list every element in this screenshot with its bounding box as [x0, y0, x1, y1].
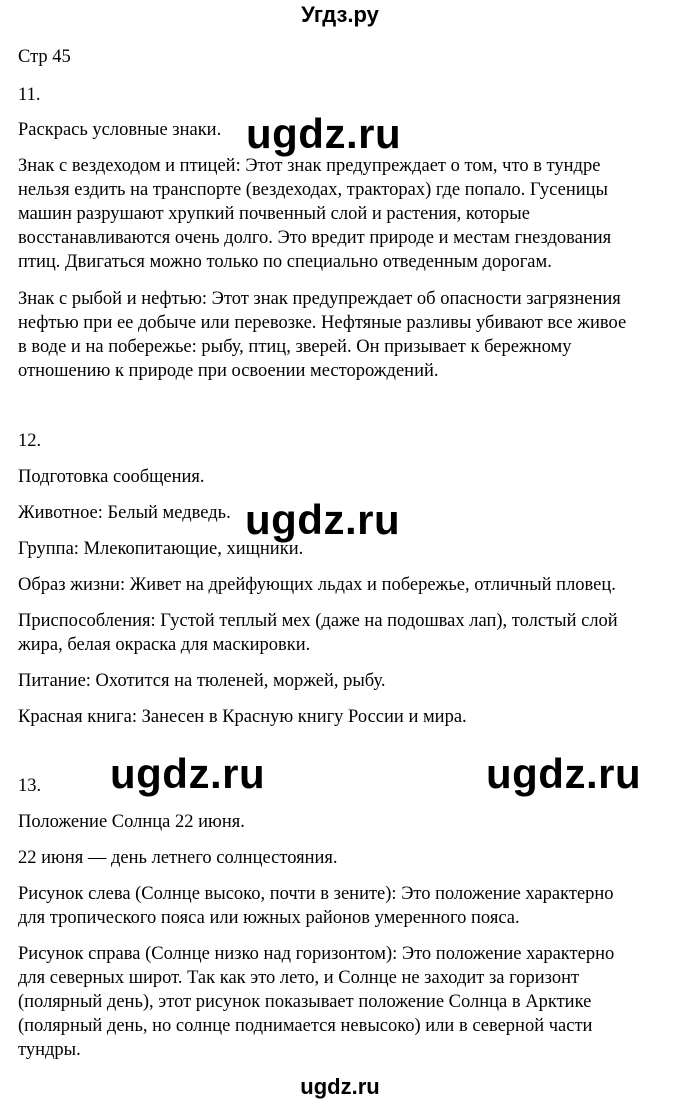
task-13-right-picture-line: Рисунок справа (Солнце низко над горизонтом): Это положение характерно [18, 944, 615, 964]
task-13-title: Положение Солнца 22 июня. [18, 812, 245, 832]
task-12-adaptations-line: жира, белая окраска для маскировки. [18, 635, 311, 655]
task-13-left-picture-line: для тропического пояса или южных районов умеренного пояса. [18, 908, 520, 928]
task-12-lifestyle: Образ жизни: Живет на дрейфующих льдах и побережье, отличный пловец. [18, 575, 616, 595]
task-13-right-picture-line: для северных широт. Так как это лето, и Солнце не заходит за горизонт [18, 968, 580, 988]
task-11-para1-line: восстанавливаются очень долго. Это вредит природе и местам гнездования [18, 228, 612, 248]
task-12-food: Питание: Охотится на тюленей, моржей, рыбу. [18, 671, 386, 691]
task-11-para2-line: Знак с рыбой и нефтью: Этот знак предупреждает об опасности загрязнения [18, 289, 621, 309]
task-13-right-picture-line: (полярный день, но солнце поднимается невысоко) или в северной части [18, 1016, 593, 1036]
task-11-para2-line: нефтью при ее добыче или перевозке. Нефтяные разливы убивают все живое [18, 313, 627, 333]
watermark: ugdz.ru [486, 750, 642, 797]
watermark: ugdz.ru [110, 750, 266, 797]
watermark: ugdz.ru [245, 496, 401, 543]
watermark: ugdz.ru [246, 110, 402, 157]
site-footer: ugdz.ru [300, 1074, 380, 1099]
task-11-para1-line: птиц. Двигаться можно только по специально отведенным дорогам. [18, 252, 552, 272]
task-13-right-picture-line: (полярный день), этот рисунок показывает положение Солнца в Арктике [18, 992, 592, 1012]
task-11-para1-line: нельзя ездить на транспорте (вездеходах, тракторах) где попало. Гусеницы [18, 180, 608, 200]
task-11-para1-line: Знак с вездеходом и птицей: Этот знак предупреждает о том, что в тундре [18, 156, 601, 176]
task-12-title: Подготовка сообщения. [18, 467, 205, 487]
page-reference: Стр 45 [18, 47, 71, 67]
task-13-right-picture-line: тундры. [18, 1040, 81, 1060]
task-11-number: 11. [18, 85, 41, 105]
task-11-title: Раскрась условные знаки. [18, 120, 222, 140]
task-12-number: 12. [18, 431, 42, 451]
task-13-left-picture-line: Рисунок слева (Солнце высоко, почти в зените): Это положение характерно [18, 884, 614, 904]
task-12-group: Группа: Млекопитающие, хищники. [18, 539, 304, 559]
task-12-animal: Животное: Белый медведь. [18, 503, 231, 523]
task-13-solstice: 22 июня — день летнего солнцестояния. [18, 848, 338, 868]
task-13-number: 13. [18, 776, 42, 796]
task-11-para2-line: в воде и на побережье: рыбу, птиц, зверей. Он призывает к бережному [18, 337, 572, 357]
task-11-para1-line: машин разрушают хрупкий почвенный слой и растения, которые [18, 204, 530, 224]
task-11-para2-line: отношению к природе при освоении месторождений. [18, 361, 439, 381]
task-12-adaptations-line: Приспособления: Густой теплый мех (даже на подошвах лап), толстый слой [18, 611, 618, 631]
task-12-red-book: Красная книга: Занесен в Красную книгу России и мира. [18, 707, 467, 727]
site-header: Угдз.ру [301, 2, 379, 27]
